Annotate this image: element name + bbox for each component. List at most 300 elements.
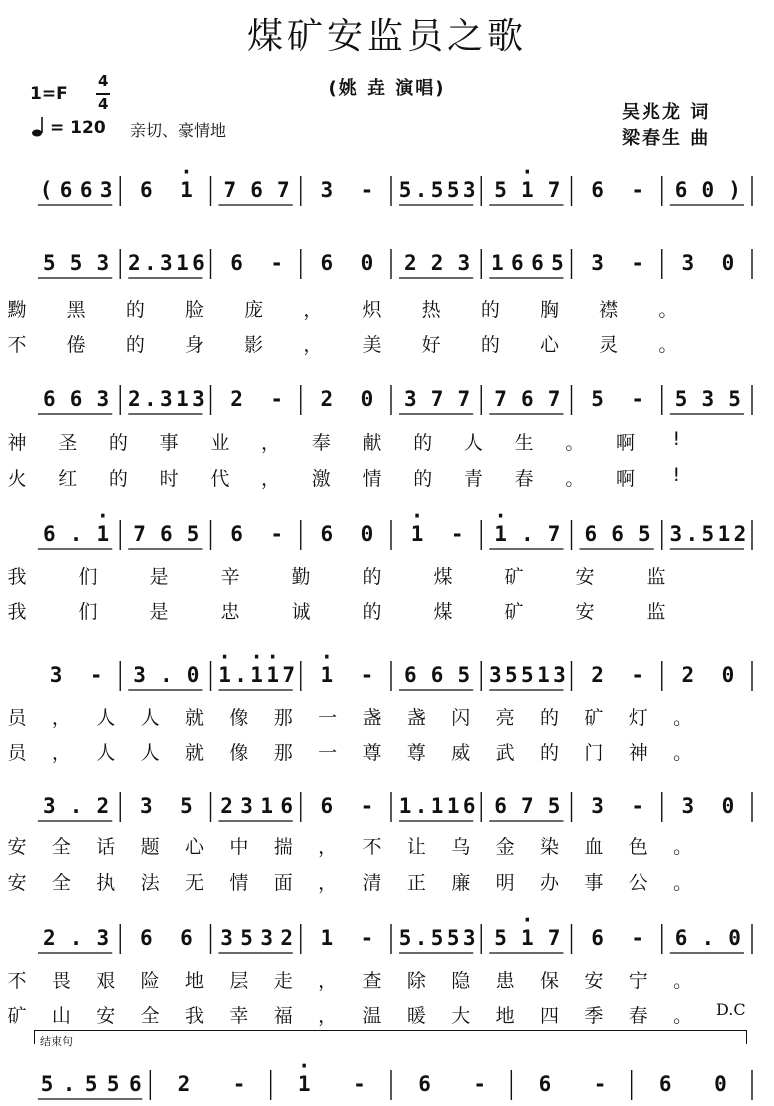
- jianpu-note: 6: [69, 387, 83, 411]
- jianpu-note: -: [232, 1072, 246, 1096]
- lyric-syllable: 。: [658, 299, 678, 321]
- jianpu-note: 5: [180, 794, 193, 818]
- lyric-syllable: 时: [159, 468, 179, 490]
- jianpu-note: 6: [521, 387, 534, 411]
- lyric-syllable: 人: [96, 707, 116, 729]
- lyric-syllable: 。: [673, 1005, 693, 1027]
- lyric-syllable: 就: [184, 707, 204, 729]
- notation-row-3: [30, 381, 752, 421]
- ending-bracket-line: [34, 1030, 746, 1031]
- lyricist-credit: 吴兆龙 词: [622, 102, 711, 123]
- lyric-syllable: 辛: [220, 566, 240, 588]
- jianpu-note: 3: [96, 251, 110, 275]
- jianpu-note: 3: [96, 926, 110, 950]
- jianpu-note: 6: [404, 663, 417, 687]
- lyric-syllable: 色: [628, 836, 648, 858]
- jianpu-note: 1: [260, 794, 273, 818]
- jianpu-note: 5: [446, 926, 460, 950]
- lyric-syllable: 安: [7, 872, 27, 894]
- octave-dot: ·: [180, 160, 193, 184]
- lyric-syllable: 的: [108, 432, 128, 454]
- lyric-syllable: 一: [318, 707, 338, 729]
- ending-bracket-left: [34, 1030, 35, 1044]
- lyric-syllable: 的: [108, 468, 128, 490]
- lyric-syllable: 全: [51, 872, 71, 894]
- lyric-line-r5a: [0, 703, 722, 731]
- jianpu-note: 0: [701, 178, 715, 202]
- lyric-syllable: 查: [362, 970, 382, 992]
- jianpu-note: 6: [128, 1072, 142, 1096]
- jianpu-note: 5: [430, 926, 444, 950]
- lyric-syllable: 幸: [229, 1005, 249, 1027]
- jianpu-note: 7: [547, 522, 561, 546]
- notation-row-6: [30, 788, 752, 828]
- jianpu-note: 3: [553, 663, 566, 687]
- lyric-syllable: 生: [514, 432, 534, 454]
- notation-row-1: [30, 160, 752, 212]
- lyric-syllable: 襟: [599, 299, 619, 321]
- lyric-syllable: 的: [539, 707, 559, 729]
- lyric-syllable: 监: [646, 601, 666, 623]
- jianpu-note: 1: [717, 522, 731, 546]
- jianpu-note: 1: [250, 663, 263, 687]
- lyric-syllable: 安: [575, 601, 595, 623]
- notation-row-4: [30, 504, 752, 556]
- jianpu-note: 6: [658, 1072, 672, 1096]
- jianpu-note: .: [160, 663, 173, 687]
- jianpu-note: 2: [591, 663, 604, 687]
- jianpu-note: 6: [43, 522, 56, 546]
- jianpu-note: 3: [457, 251, 471, 275]
- jianpu-note: 7: [547, 178, 561, 202]
- jianpu-note: 6: [43, 387, 56, 411]
- jianpu-note: 5: [186, 522, 200, 546]
- lyric-syllable: 亮: [495, 707, 515, 729]
- lyric-line-r7a: [0, 966, 722, 994]
- song-title: 煤矿安监员之歌: [246, 16, 527, 57]
- jianpu-note: 2: [96, 794, 110, 818]
- quarter-note-icon: [32, 116, 46, 142]
- lyric-syllable: 热: [421, 299, 441, 321]
- lyric-syllable: 盏: [406, 707, 426, 729]
- lyric-syllable: 业: [210, 432, 230, 454]
- lyric-syllable: 神: [628, 742, 648, 764]
- octave-dot: ·: [297, 1054, 311, 1078]
- jianpu-note: .: [414, 794, 428, 818]
- lyric-line-r2b: [0, 330, 722, 358]
- lyric-syllable: 。: [673, 872, 693, 894]
- jianpu-note: 1: [430, 794, 444, 818]
- jianpu-note: 5: [457, 663, 471, 687]
- jianpu-note: 6: [584, 522, 598, 546]
- lyric-syllable: 矿: [584, 707, 604, 729]
- lyric-syllable: 勤: [291, 566, 311, 588]
- jianpu-note: 3: [43, 794, 56, 818]
- jianpu-note: 6: [79, 178, 93, 202]
- jianpu-note: 6: [418, 1072, 431, 1096]
- octave-dot: ·: [410, 504, 424, 528]
- jianpu-note: 3: [669, 522, 683, 546]
- da-capo-mark: D.C: [716, 1000, 746, 1019]
- jianpu-note: 0: [728, 926, 741, 950]
- jianpu-note: .: [414, 178, 428, 202]
- jianpu-note: 5: [398, 178, 412, 202]
- jianpu-note: (: [39, 178, 53, 202]
- jianpu-note: -: [360, 794, 374, 818]
- jianpu-note: 5: [494, 178, 507, 202]
- jianpu-note: 6: [160, 522, 173, 546]
- lyric-syllable: ，: [303, 334, 323, 356]
- lyric-syllable: 武: [495, 742, 515, 764]
- lyric-syllable: 倦: [66, 334, 86, 356]
- lyric-syllable: 春: [628, 1005, 648, 1027]
- lyric-syllable: 安: [575, 566, 595, 588]
- jianpu-note: 3: [133, 663, 146, 687]
- lyric-syllable: 艰: [96, 970, 116, 992]
- jianpu-note: 5: [43, 251, 56, 275]
- jianpu-note: 3: [160, 251, 173, 275]
- notation-row-5: [30, 645, 752, 697]
- performer-subtitle: (姚 垚 演唱): [328, 78, 446, 99]
- lyric-syllable: 山: [51, 1005, 71, 1027]
- lyric-syllable: 圣: [58, 432, 78, 454]
- jianpu-note: 2: [430, 251, 444, 275]
- jianpu-note: 1: [494, 522, 507, 546]
- lyric-syllable: 人: [96, 742, 116, 764]
- lyric-syllable: 保: [539, 970, 559, 992]
- lyric-syllable: 矿: [7, 1005, 27, 1027]
- octave-dot: ·: [96, 504, 110, 528]
- lyric-syllable: 层: [229, 970, 249, 992]
- jianpu-note: 0: [360, 387, 374, 411]
- lyric-syllable: 办: [539, 872, 559, 894]
- jianpu-note: 0: [360, 522, 374, 546]
- lyric-syllable: 面: [273, 872, 293, 894]
- lyric-syllable: 患: [495, 970, 515, 992]
- lyric-syllable: ，: [261, 432, 281, 454]
- lyric-syllable: 一: [318, 742, 338, 764]
- lyric-line-r6a: [0, 832, 722, 860]
- jianpu-note: 7: [430, 387, 444, 411]
- jianpu-note: 6: [462, 794, 476, 818]
- lyric-syllable: 人: [140, 707, 160, 729]
- lyric-syllable: 情: [229, 872, 249, 894]
- lyric-line-r4b: [0, 597, 722, 625]
- lyric-syllable: 心: [539, 334, 559, 356]
- lyric-syllable: 青: [463, 468, 483, 490]
- jianpu-note: .: [143, 251, 157, 275]
- lyric-syllable: 我: [7, 601, 27, 623]
- lyric-syllable: 的: [125, 334, 145, 356]
- lyric-syllable: 激: [311, 468, 331, 490]
- lyric-syllable: 像: [229, 742, 249, 764]
- lyric-syllable: 煤: [433, 601, 453, 623]
- lyric-syllable: 奉: [311, 432, 331, 454]
- jianpu-note: 1: [266, 663, 279, 687]
- composer-credit: 梁春生 曲: [622, 128, 711, 149]
- lyric-syllable: 四: [539, 1005, 559, 1027]
- jianpu-note: 2: [681, 663, 695, 687]
- lyric-syllable: 揣: [273, 836, 293, 858]
- lyric-syllable: 煤: [433, 566, 453, 588]
- jianpu-note: 3: [462, 926, 476, 950]
- lyric-syllable: 诚: [291, 601, 311, 623]
- lyric-syllable: 尊: [406, 742, 426, 764]
- lyric-syllable: ，: [318, 970, 338, 992]
- jianpu-note: 3: [160, 387, 173, 411]
- jianpu-note: 2: [127, 251, 141, 275]
- jianpu-note: 7: [277, 178, 290, 202]
- lyric-line-r3b: [0, 464, 722, 492]
- lyric-syllable: 心: [184, 836, 204, 858]
- jianpu-note: 3: [591, 251, 604, 275]
- jianpu-note: 1: [320, 926, 334, 950]
- lyric-syllable: 乌: [451, 836, 471, 858]
- octave-dot: ·: [494, 504, 507, 528]
- jianpu-note: 7: [282, 663, 296, 687]
- lyric-syllable: 的: [413, 468, 433, 490]
- octave-dot: ·: [266, 645, 279, 669]
- lyric-syllable: 炽: [362, 299, 382, 321]
- lyric-line-r4a: [0, 562, 722, 590]
- lyric-syllable: 。: [673, 707, 693, 729]
- jianpu-note: 0: [721, 794, 735, 818]
- lyric-syllable: ，: [51, 742, 71, 764]
- jianpu-note: 5: [701, 522, 715, 546]
- jianpu-note: 1: [521, 926, 534, 950]
- lyric-syllable: 季: [584, 1005, 604, 1027]
- jianpu-note: 2: [230, 387, 243, 411]
- jianpu-note: 7: [547, 387, 561, 411]
- jianpu-note: 3: [488, 663, 502, 687]
- lyric-syllable: 啊: [616, 468, 636, 490]
- tempo-mood: 亲切、豪情地: [130, 121, 227, 140]
- lyric-syllable: 无: [184, 872, 204, 894]
- jianpu-note: 5: [446, 178, 460, 202]
- jianpu-note: 3: [99, 178, 113, 202]
- jianpu-note: 1: [320, 663, 334, 687]
- lyric-syllable: 员: [7, 707, 27, 729]
- jianpu-note: .: [69, 794, 83, 818]
- lyric-syllable: 火: [7, 468, 27, 490]
- lyric-syllable: 温: [362, 1005, 382, 1027]
- lyric-syllable: 尊: [362, 742, 382, 764]
- jianpu-note: 3: [701, 387, 715, 411]
- lyric-syllable: 中: [229, 836, 249, 858]
- lyric-syllable: 那: [273, 742, 293, 764]
- lyric-syllable: 。: [673, 742, 693, 764]
- jianpu-note: .: [62, 1072, 76, 1096]
- jianpu-note: 5: [398, 926, 412, 950]
- lyric-syllable: 那: [273, 707, 293, 729]
- lyric-syllable: 春: [514, 468, 534, 490]
- lyric-syllable: 人: [463, 432, 483, 454]
- jianpu-note: 6: [280, 794, 294, 818]
- lyric-syllable: 金: [495, 836, 515, 858]
- jianpu-note: 2: [280, 926, 294, 950]
- lyric-syllable: 人: [140, 742, 160, 764]
- jianpu-note: 0: [714, 1072, 727, 1096]
- lyric-syllable: ，: [318, 872, 338, 894]
- jianpu-note: .: [414, 926, 428, 950]
- jianpu-note: -: [631, 387, 645, 411]
- lyric-syllable: 暖: [406, 1005, 426, 1027]
- lyric-syllable: 的: [362, 601, 382, 623]
- jianpu-note: -: [631, 926, 645, 950]
- octave-dot: ·: [250, 645, 263, 669]
- jianpu-note: -: [631, 663, 645, 687]
- lyric-syllable: 宁: [628, 970, 648, 992]
- jianpu-note: ): [728, 178, 741, 202]
- lyric-syllable: ，: [318, 836, 338, 858]
- jianpu-note: 5: [674, 387, 688, 411]
- jianpu-note: 2: [404, 251, 417, 275]
- tempo-value: = 120: [50, 118, 106, 138]
- jianpu-note: .: [234, 663, 247, 687]
- jianpu-note: .: [521, 522, 534, 546]
- jianpu-note: 7: [521, 794, 534, 818]
- jianpu-note: 3: [320, 178, 334, 202]
- octave-dot: ·: [320, 645, 334, 669]
- lyric-syllable: 不: [7, 334, 27, 356]
- ending-label: 结束句: [40, 1035, 73, 1048]
- lyric-syllable: 安: [96, 1005, 116, 1027]
- lyric-syllable: 情: [362, 468, 382, 490]
- lyric-syllable: 们: [78, 566, 98, 588]
- lyric-syllable: 不: [362, 836, 382, 858]
- jianpu-note: 3: [681, 794, 695, 818]
- jianpu-note: 6: [250, 178, 263, 202]
- jianpu-note: 6: [430, 663, 444, 687]
- ending-bracket-right: [746, 1030, 747, 1044]
- lyric-syllable: 。: [658, 334, 678, 356]
- jianpu-note: 3: [49, 663, 63, 687]
- jianpu-note: 2: [177, 1072, 191, 1096]
- lyric-syllable: 黑: [66, 299, 86, 321]
- jianpu-note: -: [450, 522, 464, 546]
- jianpu-note: 3: [139, 794, 153, 818]
- jianpu-note: 6: [320, 794, 334, 818]
- lyric-syllable: 的: [480, 299, 500, 321]
- jianpu-note: -: [89, 663, 103, 687]
- jianpu-note: -: [353, 1072, 366, 1096]
- jianpu-note: 5: [69, 251, 83, 275]
- lyric-syllable: 险: [140, 970, 160, 992]
- lyric-syllable: 胸: [539, 299, 559, 321]
- jianpu-note: 6: [511, 251, 524, 275]
- jianpu-note: 6: [538, 1072, 552, 1096]
- lyric-syllable: 让: [406, 836, 426, 858]
- lyric-syllable: 染: [539, 836, 559, 858]
- jianpu-note: 6: [59, 178, 73, 202]
- lyric-syllable: 除: [406, 970, 426, 992]
- jianpu-note: 7: [547, 926, 561, 950]
- lyric-syllable: 地: [184, 970, 204, 992]
- jianpu-note: 1: [180, 178, 193, 202]
- lyric-syllable: 威: [451, 742, 471, 764]
- lyric-syllable: 廉: [451, 872, 471, 894]
- jianpu-note: -: [360, 178, 374, 202]
- lyric-syllable: 身: [184, 334, 204, 356]
- jianpu-note: 5: [521, 663, 534, 687]
- jianpu-note: 2: [127, 387, 141, 411]
- jianpu-note: 2: [43, 926, 56, 950]
- lyric-syllable: 庞: [244, 299, 264, 321]
- jianpu-note: 0: [721, 251, 735, 275]
- lyric-syllable: 执: [96, 872, 116, 894]
- lyric-syllable: 事: [159, 432, 179, 454]
- lyric-syllable: 公: [628, 872, 648, 894]
- jianpu-note: .: [701, 926, 715, 950]
- jianpu-note: 5: [547, 794, 561, 818]
- jianpu-note: 2: [220, 794, 233, 818]
- lyric-syllable: 畏: [51, 970, 71, 992]
- octave-dot: ·: [521, 908, 534, 932]
- lyric-syllable: 正: [406, 872, 426, 894]
- jianpu-note: 6: [674, 926, 688, 950]
- jianpu-note: -: [360, 926, 374, 950]
- lyric-syllable: 门: [584, 742, 604, 764]
- lyric-syllable: 话: [96, 836, 116, 858]
- jianpu-note: -: [631, 794, 645, 818]
- lyric-syllable: 灵: [599, 334, 619, 356]
- lyric-syllable: 全: [51, 836, 71, 858]
- jianpu-note: 6: [230, 522, 243, 546]
- lyric-syllable: !: [672, 464, 681, 486]
- lyric-syllable: 美: [362, 334, 382, 356]
- lyric-syllable: 我: [184, 1005, 204, 1027]
- jianpu-note: .: [685, 522, 699, 546]
- jianpu-note: 6: [320, 522, 334, 546]
- jianpu-note: 5: [106, 1072, 120, 1096]
- lyric-syllable: 脸: [184, 299, 204, 321]
- jianpu-note: .: [143, 387, 157, 411]
- jianpu-note: 1: [521, 178, 534, 202]
- jianpu-note: 0: [721, 663, 735, 687]
- jianpu-note: 0: [186, 663, 200, 687]
- jianpu-note: 3: [192, 387, 205, 411]
- jianpu-note: 1: [410, 522, 424, 546]
- jianpu-note: 5: [504, 663, 518, 687]
- lyric-syllable: 的: [413, 432, 433, 454]
- jianpu-note: 5: [591, 387, 604, 411]
- lyric-syllable: 明: [495, 872, 515, 894]
- jianpu-note: 1: [398, 794, 412, 818]
- lyric-syllable: 隐: [451, 970, 471, 992]
- jianpu-note: 5: [638, 522, 651, 546]
- lyric-syllable: 我: [7, 566, 27, 588]
- time-signature-bottom: 4: [98, 95, 109, 113]
- lyric-syllable: 。: [673, 970, 693, 992]
- jianpu-note: 1: [490, 251, 504, 275]
- jianpu-note: 1: [537, 663, 550, 687]
- lyric-syllable: 的: [125, 299, 145, 321]
- jianpu-note: 6: [611, 522, 624, 546]
- lyric-syllable: 血: [584, 836, 604, 858]
- jianpu-note: 5: [240, 926, 253, 950]
- jianpu-note: 0: [360, 251, 374, 275]
- lyric-syllable: 是: [149, 601, 169, 623]
- jianpu-note: 5: [551, 251, 564, 275]
- lyric-syllable: 法: [140, 872, 160, 894]
- lyric-syllable: 的: [362, 566, 382, 588]
- lyric-syllable: 的: [480, 334, 500, 356]
- lyric-syllable: 的: [539, 742, 559, 764]
- lyric-syllable: 忠: [220, 601, 240, 623]
- jianpu-note: 7: [133, 522, 146, 546]
- lyric-syllable: 神: [7, 432, 27, 454]
- jianpu-note: 6: [320, 251, 334, 275]
